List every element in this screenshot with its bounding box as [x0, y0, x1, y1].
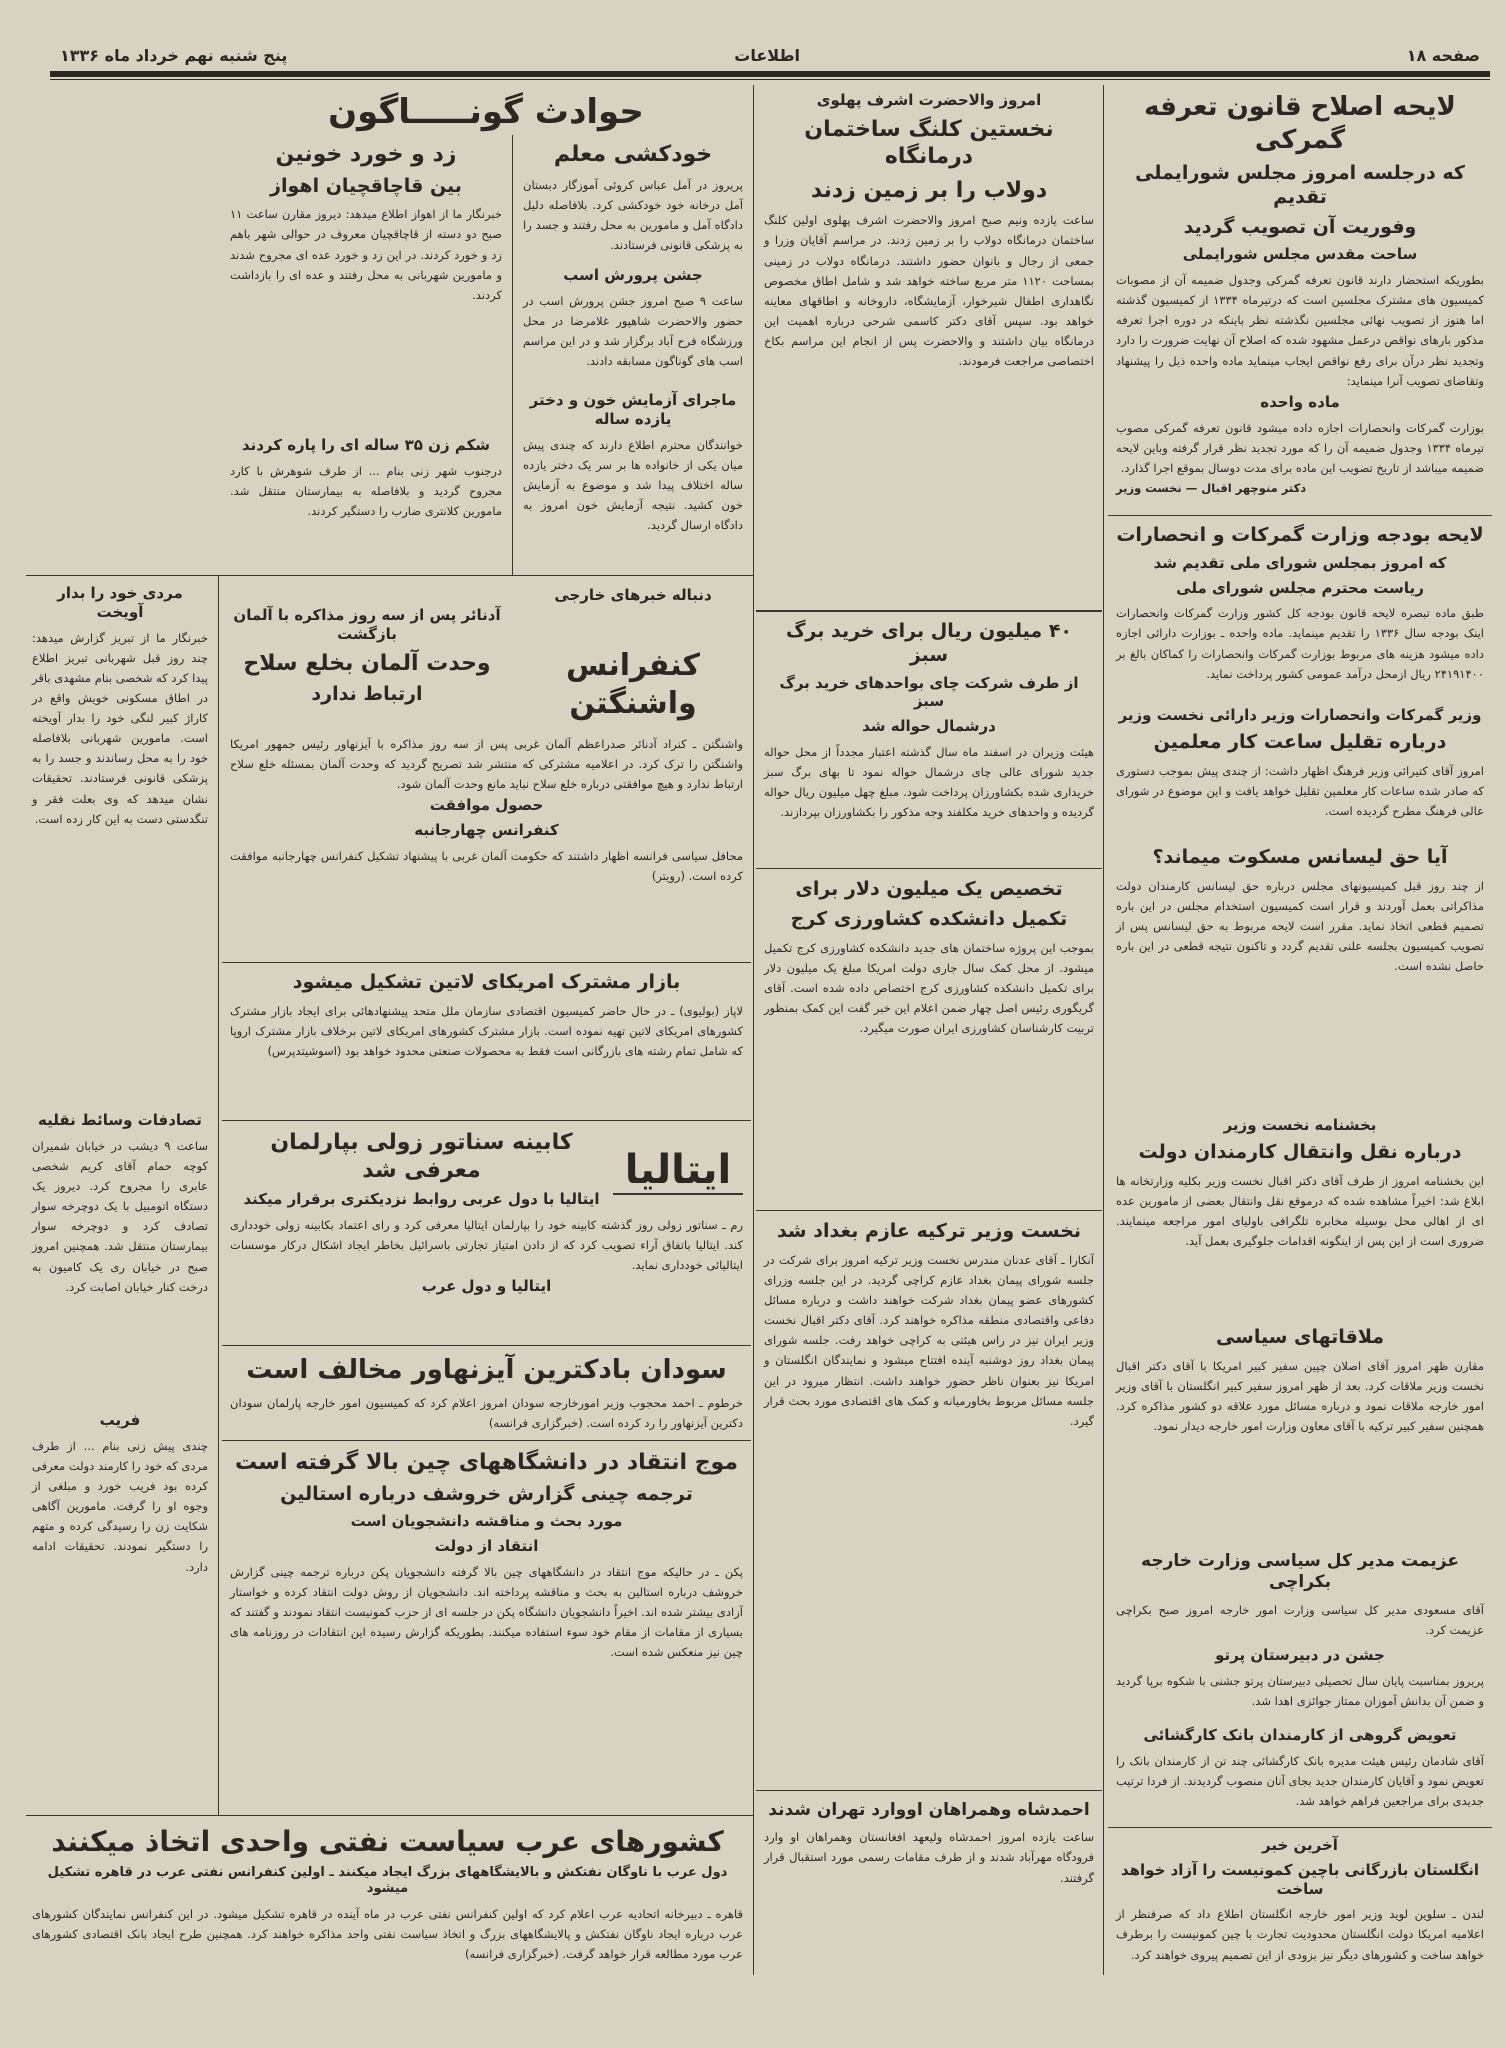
- headline: ۴۰ میلیون ریال برای خرید برگ سبز: [785, 620, 1073, 666]
- article-body: آقای شادمان رئیس هیئت مدیره بانک کارگشائی چند تن از کارمندان بانک را تعویض نمود و آقایان کارمندان جدید بجای آنان منصوب گردیدند. از فردا ترتیب جدیدی برای مراجعین فراهم خواهد شد.: [1116, 1753, 1484, 1808]
- headline: مردی خود را بدار آویخت: [57, 584, 183, 621]
- article-employee-transfer: [1108, 1110, 1492, 1320]
- subheadline: ایتالیا با دول عربی روابط نزدیکتری برقرار میکند: [243, 1190, 600, 1208]
- divider: [26, 1815, 753, 1816]
- article-china-universities: [222, 1443, 751, 1815]
- divider: [222, 962, 751, 963]
- masthead-rule-thin: [50, 79, 1490, 80]
- divider: [1108, 515, 1492, 516]
- headline: خودکشی معلم: [553, 142, 713, 167]
- article-sudan: [222, 1348, 751, 1440]
- headline: جشن پرورش اسب: [563, 266, 703, 284]
- divider: [26, 575, 753, 576]
- article-body: چندی پیش زنی بنام ... از طرف مردی که خود را کارمند دولت معرفی کرده بود فریب خورد و مبلغی از وجوه او را گرفت. مامورین آگاهی شکایت زن را رسیدگی کرده و متهم را دستگیر نمودند. تحقیقات ادامه دارد.: [32, 1438, 208, 1574]
- section-heading: کنفرانس چهارجانبه: [414, 821, 559, 840]
- subheadline: درشمال حواله شد: [862, 717, 996, 735]
- article-body: از چند روز قبل کمیسیونهای مجلس درباره حق لیسانس کارمندان دولت مذاکراتی بعمل آوردند و قرار است کمیسیون استخدام مجلس در این باره تصمیم قطعی اتخاذ نماید. مقرر است لایحه مربوط به حق لیسانس پس از تصویب کمیسیون بجلسه علنی تقدیم گردد و تاکنون نتیجه قطعی در این باره حاصل نشده است.: [1116, 878, 1484, 974]
- article-arab-oil: [24, 1818, 751, 1975]
- article-latin-market: [222, 965, 751, 1120]
- article-body: لاپاز (بولیوی) ـ در حال حاضر کمیسیون اقتصادی سازمان ملل متحد پیشنهادهائی برای ایجاد بازار مشترک کشورهای امریکای لاتین تهیه نموده است. بازار مشترک کشورهای امریکای لاتین برخلاف بازار مشترک اروپا که شامل تمام رشته های بازرگانی است فقط به محصولات صنعتی محدود خواهد بود (اسوشیتدپرس): [230, 1003, 743, 1058]
- article-body: بموجب این پروژه ساختمان های جدید دانشکده کشاورزی کرج تکمیل میشود. از محل کمک سال جاری دولت امریکا مبلغ یک میلیون دلار برای تکمیل دانشکده کشاورزی کرج اختصاص داده شده است. آقای گریگوری رئیس اصل چهار ضمن اعلام این خبر گفت این کمک بمنظور تربیت کارشناسان کشاورزی ایران صورت میگیرد.: [764, 940, 1094, 1035]
- divider: [756, 610, 1102, 612]
- section-heading: انتقاد از دولت: [434, 1537, 539, 1555]
- masthead-rule: [50, 71, 1490, 77]
- article-body: پریروز در آمل عباس کروئی آموزگار دبستان آمل درخانه خود خودکشی کرد. بلافاصله دلیل دادگاه آمل و مامورین به محل رفتند و جسد را به پزشکی قانونی فرستادند.: [523, 177, 743, 252]
- divider: [222, 1345, 751, 1346]
- article-body: خوانندگان محترم اطلاع دارند که چندی پیش میان یکی از خانواده ها بر سر یک دختر یازده ساله اختلاف پیدا شد و موضوع به آزمایش خون کشید. نتیجه آزمایش خون امروز به دادگاه ارسال گردید.: [523, 437, 743, 532]
- headline: ملاقاتهای سیاسی: [1215, 1326, 1385, 1348]
- article-body: ساعت ۹ صبح امروز جشن پرورش اسب در حضور والاحضرت شاهپور غلامرضا در محل ورزشگاه فرح آباد برگزار شد و در این مراسم اسب های گوناگون مسابقه دادند.: [523, 293, 744, 369]
- article-karachi-trip: [1108, 1545, 1492, 1640]
- headline: ارتباط ندارد: [311, 683, 423, 705]
- column-divider: [512, 135, 513, 575]
- kicker: آدنائر پس از سه روز مذاکره با آلمان بازگشت: [233, 606, 501, 643]
- article-body: بوزارت گمرکات وانحصارات اجازه داده میشود قانون تعرفه گمرکی مصوب تیرماه ۱۳۳۴ وجدول ضمیمه آن را که مورد تجدید نظر قرار گرفته وباین لایحه ضمیمه میباشد از تاریخ تصویب این ماده برای مدت دوسال بموقع اجرا گذارد.: [1116, 420, 1484, 475]
- headline: کابینه سناتور زولی بپارلمان معرفی شد: [270, 1130, 573, 1183]
- divider: [222, 1120, 751, 1121]
- headline: جشن در دبیرستان پرتو: [1215, 1646, 1385, 1664]
- article-hanging: [24, 578, 216, 1105]
- article-fraud: [24, 1405, 216, 1815]
- headline: نخست وزیر ترکیه عازم بغداد شد: [776, 1220, 1082, 1242]
- kicker: امروز والاحضرت اشرف پهلوی: [816, 91, 1042, 109]
- headline: وزیر گمرکات وانحصارات وزیر دارائی نخست وزیر: [1118, 706, 1482, 724]
- article-body: خرطوم ـ احمد محجوب وزیر امورخارجه سودان امروز اعلام کرد که کمیسیون امور خارجه پارلمان سودان دکترین آیزنهاور را رد کرده است. (خبرگزاری فرانسه): [230, 1395, 743, 1430]
- article-body: این بخشنامه امروز از طرف آقای دکتر اقبال نخست وزیر بکلیه وزارتخانه ها ابلاغ شد: اخیراً مشاهده شده که درموقع نقل وانتقال بعضی از مامورین عده ای از اهالی محل بوسیله مخابره تلگرافی باولیای امور مراجعه مینمایند. ضروری است از این پس از اینگونه اقدامات جلوگیری بعمل آید.: [1116, 1173, 1484, 1248]
- article-adenauer: [222, 600, 512, 730]
- headline: وحدت آلمان بخلع سلاح: [243, 650, 491, 676]
- subheadline: از طرف شرکت چای بواحدهای خرید برگ سبز: [779, 673, 1079, 711]
- headline: تخصیص یک میلیون دلار برای: [795, 878, 1063, 900]
- article-customs-budget: [1108, 518, 1492, 700]
- divider: [756, 1210, 1102, 1211]
- subheadline: دول عرب با ناوگان نفتکش و بالایشگاههای بزرگ ایجاد میکنند ـ اولین کنفرانس نفتی عرب در قاهره تشکیل میشود: [47, 1865, 728, 1897]
- foreign-news-label: [515, 580, 751, 612]
- article-body: خبرنگار ما از تبریز گزارش میدهد: چند روز قبل شهربانی تبریز اطلاع پیدا کرد که شخصی بنام مشهدی باقر در اطاق مسکونی خویش واقع در کاراژ کبیر لنگی خود را بدار آویخته است. مامورین شهربانی بلافاصله خود را به محل رساندند و جسد را به پزشکی قانونی فرستادند. تحقیقات نشان میدهد که وی بعلت فقر و تنگدستی دست به این کار زده است.: [32, 630, 208, 826]
- headline: کشورهای عرب سیاست نفتی واحدی اتخاذ میکنند: [51, 1825, 724, 1858]
- subheadline: که امروز بمجلس شورای ملی تقدیم شد: [1153, 553, 1447, 572]
- article-turkey-pm: [756, 1214, 1102, 1790]
- headline: عزیمت مدیر کل سیاسی وزارت خارجه بکراچی: [1141, 1551, 1459, 1593]
- headline: تعویض گروهی از کارمندان بانک کارگشائی: [1143, 1726, 1457, 1744]
- column-divider: [218, 575, 219, 1815]
- headline: لایحه بودجه وزارت گمرکات و انحصارات: [1116, 524, 1484, 546]
- headline: موج انتقاد در دانشگاههای چین بالا گرفته است: [235, 1450, 738, 1475]
- headline: انگلستان بازرگانی باچین کمونیست را آزاد خواهد ساخت: [1120, 1860, 1480, 1898]
- headline: زد و خورد خونین: [275, 142, 457, 167]
- headline: تصادفات وسائط نقلیه: [38, 1111, 202, 1129]
- section-label: دنباله خبرهای خارجی: [554, 586, 712, 604]
- divider: [1108, 1827, 1492, 1828]
- article-body: طبق ماده تبصره لایحه قانون بودجه کل کشور وزارت گمرکات وانحصارات اینک بودجه سال ۱۳۳۶ را تقدیم مینماید. ماده واحده ـ بوزارت دارائی اجازه داده میشود هزینه های مربوط بوزارت گمرکات وانحصارات را کماکان بالغ بر ۲۴۱۹۱۴۰۰ ریال ازمحل درآمد عمومی کشور پرداخت نماید.: [1116, 606, 1484, 681]
- column-divider: [1103, 85, 1104, 1975]
- article-partow-school: [1108, 1640, 1492, 1720]
- section-heading: ایتالیا و دول عرب: [421, 1277, 552, 1296]
- headline: بین قاچاقچیان اهواز: [270, 174, 462, 197]
- article-body: رم ـ سناتور زولی روز گذشته کابینه خود را بپارلمان ایتالیا معرفی کرد و رای اعتماد بکابینه زولی خودداری کند. ایتالیا باتفاق آراء تصویب کرد که از دادن امتیاز تجارتی باسرائیل بخاطر ایجاد اشکال درکار موسسات ایتالیائی خودداری نماید.: [230, 1217, 743, 1272]
- article-political-meetings: [1108, 1320, 1492, 1545]
- article-body: مقارن ظهر امروز آقای اصلان چپین سفیر کبیر امریکا با آقای دکتر اقبال نخست وزیر ملاقات کرد. بعد از ظهر امروز سفیر کبیر انگلستان با آقای وزیر امور خارجه ملاقات نمود و درباره مسائل مورد علاقه دو کشور مذاکره کرد. همچنین سفیر کبیر ترکیه با آقای معاون وزارت امور خارجه دیدار نمود.: [1116, 1358, 1484, 1434]
- issue-date: پنج شنبه نهم خرداد ماه ۱۳۳۶: [60, 46, 288, 65]
- headline: آیا حق لیسانس مسکوت میماند؟: [1152, 846, 1448, 868]
- italy-banner: ایتالیا: [613, 1147, 743, 1195]
- masthead: [50, 40, 1490, 70]
- headline: ماجرای آزمایش خون و دختر یازده ساله: [529, 391, 737, 428]
- article-body: ساعت یازده ونیم صبح امروز والاحضرت اشرف پهلوی اولین کلنگ ساختمان درمانگاه دولاب را بر زمین زدند. در مراسم آقایان وزرا و جمعی از رجال و بانوان حضور داشتند. درمانگاه دولاب در زمینی بمساحت ۱۱۲۰ متر مربع ساخته خواهد شد و شامل اطاق مخصوص نگاهداری اطفال شیرخوار، آزمایشگاه، داروخانه و اطاقهای معاینه خواهد بود. سپس آقای دکتر کاسمی شرحی درباره اهمیت این درمانگاه بیان داشتند و والاحضرت پس از انجام این مراسم بکاخ اختصاصی مراجعت فرمودند.: [764, 213, 1094, 369]
- article-body: محافل سیاسی فرانسه اظهار داشتند که حکومت آلمان غربی با پیشنهاد تشکیل کنفرانس چهارجانبه موافقت کرده است. (رویتر): [230, 848, 743, 883]
- kicker: بخشنامه نخست وزیر: [1223, 1116, 1377, 1134]
- article-body: قاهره ـ دبیرخانه اتحادیه عرب اعلام کرد که اولین کنفرانس نفتی عرب در ماه آینده در قاهره تشکیل میشود. در این کنفرانس نمایندگان کشورهای عرب درباره ایجاد ناوگان نفتکش و پالایشگاههای بزرگ و اتخاذ سیاست نفتی واحد مذاکره خواهند کرد. همچنین طرح ایجاد بانک اقتصادی کشورهای عرب مورد مطالعه قرار خواهد گرفت. (خبرگزاری فرانسه): [32, 1906, 743, 1961]
- section-title: حوادث گونـــــاگون: [328, 92, 644, 132]
- article-latest-news: [1108, 1830, 1492, 1975]
- subheadline: ساحت مقدس مجلس شورایملی: [1182, 245, 1418, 264]
- divider: [222, 1440, 751, 1441]
- article-customs-tariff: [1108, 85, 1492, 515]
- newspaper-name: اطلاعات: [734, 46, 800, 65]
- article-italy: [222, 1123, 751, 1345]
- article-washington-conference: [515, 615, 751, 730]
- article-body: آقای مسعودی مدیر کل سیاسی وزارت امور خارجه امروز صبح بکراچی عزیمت کرد.: [1116, 1602, 1484, 1637]
- divider: [756, 868, 1102, 869]
- article-body: خبرنگار ما از اهواز اطلاع میدهد: دیروز مقارن ساعت ۱۱ صبح دو دسته از قاچاقچیان معروف در حوالی شهر باهم زد و خورد کردند. در این زد و خورد عده ای مجروح شدند و مامورین شهربانی به محل رفتند و عده ای را بازداشت کردند.: [230, 207, 502, 302]
- headline: بازار مشترک امریکای لاتین تشکیل میشود: [292, 971, 681, 993]
- section-title-events: [222, 85, 750, 135]
- article-body: امروز آقای کتیرائی وزیر فرهنگ اظهار داشت: از چندی پیش بموجب دستوری که صادر شده ساعات کار معلمین تقلیل خواهد یافت و این موضوع در شورای عالی فرهنگ مطرح گردیده است.: [1116, 763, 1484, 818]
- article-green-tea: [756, 614, 1102, 868]
- article-traffic-accidents: [24, 1105, 216, 1405]
- article-body: پریروز بمناسبت پایان سال تحصیلی دبیرستان پرتو جشنی با شکوه برپا گردید و ضمن آن بدانش آموزان ممتاز جوائزی اهدا شد.: [1116, 1673, 1484, 1708]
- headline: ترجمه چینی گزارش خروشف درباره استالین: [280, 1482, 693, 1505]
- headline: درباره نقل وانتقال کارمندان دولت: [1138, 1140, 1462, 1163]
- divider: [756, 1790, 1102, 1791]
- headline: سودان بادکترین آیزنهاور مخالف است: [246, 1355, 727, 1385]
- article-body: پکن ـ در حالیکه موج انتقاد در دانشگاههای چین بالا گرفته دانشجویان پکن درباره ترجمه چینی گزارش خروشف درباره استالین به بحث و مناقشه پرداخته اند. دانشجویان از روش دولت انتقاد کرده و خواستار آزادی بیشتر شده اند. اخیراً دانشجویان دانشگاه پکن در جلسه ای از حزب کمونیست انتقاد نمودند و گفتند که بسیاری از مقامات از مقام خود سوء استفاده میکنند. بطوریکه گزارش رسیده این انتقادات در روزنامه های چین نیز منعکس شده است.: [230, 1564, 743, 1660]
- article-ahvaz-clash: [222, 135, 510, 430]
- subheadline: ریاست محترم مجلس شورای ملی: [1176, 578, 1424, 597]
- headline: دولاب را بر زمین زدند: [810, 177, 1048, 203]
- headline: فریب: [99, 1411, 141, 1429]
- article-ahmad-shah: [756, 1794, 1102, 1974]
- article-license: [1108, 840, 1492, 1110]
- article-karaj-college: [756, 872, 1102, 1210]
- page-number: صفحه ۱۸: [1406, 46, 1480, 65]
- headline: شکم زن ۳۵ ساله ای را پاره کردند: [241, 436, 491, 454]
- subheadline: که درجلسه امروز مجلس شورایملی تقدیم: [1135, 162, 1465, 208]
- article-body: ساعت ۹ دیشب در خیابان شمیران کوچه حمام آقای کریم شخصی عابری را مجروح کرد. دیروز یک دستگاه اتومبیل با یک دوچرخه سوار تصادف کرد و دوچرخه سوار بیمارستان منتقل شد. همچنین امروز صبح در خیابان ری یک کامیون به درخت کنار خیابان اصابت کرد.: [32, 1138, 208, 1294]
- column-divider: [753, 85, 754, 1975]
- section-heading: حصول موافقت: [429, 796, 544, 815]
- article-teacher-suicide: [515, 135, 751, 260]
- subheadline: وفوریت آن تصویب گردید: [1183, 215, 1417, 238]
- article-teacher-hours: [1108, 700, 1492, 840]
- headline: کنفرانس واشنگتن: [566, 648, 700, 721]
- article-stabbing: [222, 430, 510, 575]
- article-blood-test: [515, 385, 751, 575]
- section-label: آخرین خبر: [1262, 1836, 1338, 1854]
- headline: تکمیل دانشکده کشاورزی کرج: [790, 907, 1068, 930]
- headline: نخستین کلنگ ساختمان درمانگاه: [804, 116, 1054, 170]
- headline: احمدشاه وهمراهان اووارد تهران شدند: [768, 1800, 1090, 1820]
- subheadline: مورد بحث و مناقشه دانشجویان است: [350, 1512, 623, 1531]
- signature: دکتر منوچهر اقبال — نخست وزیر: [1116, 480, 1307, 495]
- article-washington-body: [222, 730, 751, 962]
- subheadline: درباره تقلیل ساعت کار معلمین: [1153, 730, 1447, 753]
- article-body: آنکارا ـ آقای عدنان مندرس نخست وزیر ترکیه امروز برای شرکت در جلسه شورای پیمان بغداد عازم کراچی گردید. در این جلسه وزرای کشورهای عضو پیمان بغداد شرکت خواهند داشت و درباره مسائل دفاعی واقتصادی منطقه مذاکره خواهند کرد. آقای دکتر اقبال نخست وزیر ایران نیز در راس هیئتی به کراچی خواهد رفت. جلسه شورای پیمان بغداد روز دوشنبه آینده افتتاح میشود و نمایندگان انگلستان و امریکا نیز بعنوان ناظر حضور خواهند داشت. انتظار میرود در این جلسه مسائل مربوط بخاورمیانه و کمک های اقتصادی مورد بحث قرار گیرد.: [764, 1252, 1094, 1428]
- article-body: هیئت وزیران در اسفند ماه سال گذشته اعتبار مجدداً از محل حواله جدید شورای عالی چای درشمال حواله نمود تا بهای برگ سبز خریداری شده بکشاورزان پرداخت شود. مبلغ چهل میلیون ریال حواله گردیده و واحدهای خرید مکلفند وجه مذکور را بکشاورزان بپردازند.: [764, 744, 1094, 820]
- article-body: ساعت یازده امروز احمدشاه ولیعهد افغانستان وهمراهان او وارد فرودگاه مهرآباد شدند و از طرف مقامات رسمی مورد استقبال قرار گرفتند.: [764, 1830, 1094, 1885]
- article-body: درجنوب شهر زنی بنام ... از طرف شوهرش با کارد مجروح گردید و بلافاصله به بیمارستان منتقل شد. مامورین کلانتری ضارب را دستگیر کردند.: [230, 463, 502, 518]
- article-body: لندن ـ سلوین لوید وزیر امور خارجه انگلستان اطلاع داد که صرفنظر از اعلامیه امریکا دولت انگلستان محدودیت تجارت با چین کمونیست را برطرف خواهد ساخت و کشورهای دیگر نیز بزودی از این تصمیم پیروی خواهند کرد.: [1116, 1907, 1484, 1962]
- article-dolab-clinic: [756, 85, 1102, 610]
- article-body: بطوریکه استحضار دارند قانون تعرفه گمرکی وجدول ضمیمه آن از مصوبات کمیسیون های مشترک مجلسین است که درتیرماه ۱۳۳۴ از کمیسیون گذشته اما هنوز از تصویب نهائی مجلسین نگذشته نظر باینکه در دوره اجرا تعرفه مذکور بارهای نواقص درعمل مشهود شده که اصلاح آن نهایت ضرورت را دارد وتجدید نظر درآن برای رفع نواقص ایجاب مینماید ماده واحده ذیل را پیشنهاد وتقاضای تصویب آنرا مینماید:: [1116, 273, 1484, 388]
- article-bank-staff: [1108, 1720, 1492, 1827]
- section-heading: ماده واحده: [1260, 392, 1340, 411]
- article-horse-show: [515, 260, 751, 385]
- headline: لایحه اصلاح قانون تعرفه گمرکی: [1144, 92, 1456, 155]
- article-body: واشنگتن ـ کنراد آدنائر صدراعظم آلمان غربی پس از سه روز مذاکره با آیزنهاور رئیس جمهور امریکا واشنگتن را ترک کرد. در اعلامیه مشترکی که منتشر شد تصریح گردید که وحدت آلمان بمسئله خلع سلاح ارتباط ندارد و هیچ موافقتی درباره خلع سلاح نباید مانع وحدت آلمان شود.: [230, 737, 743, 792]
